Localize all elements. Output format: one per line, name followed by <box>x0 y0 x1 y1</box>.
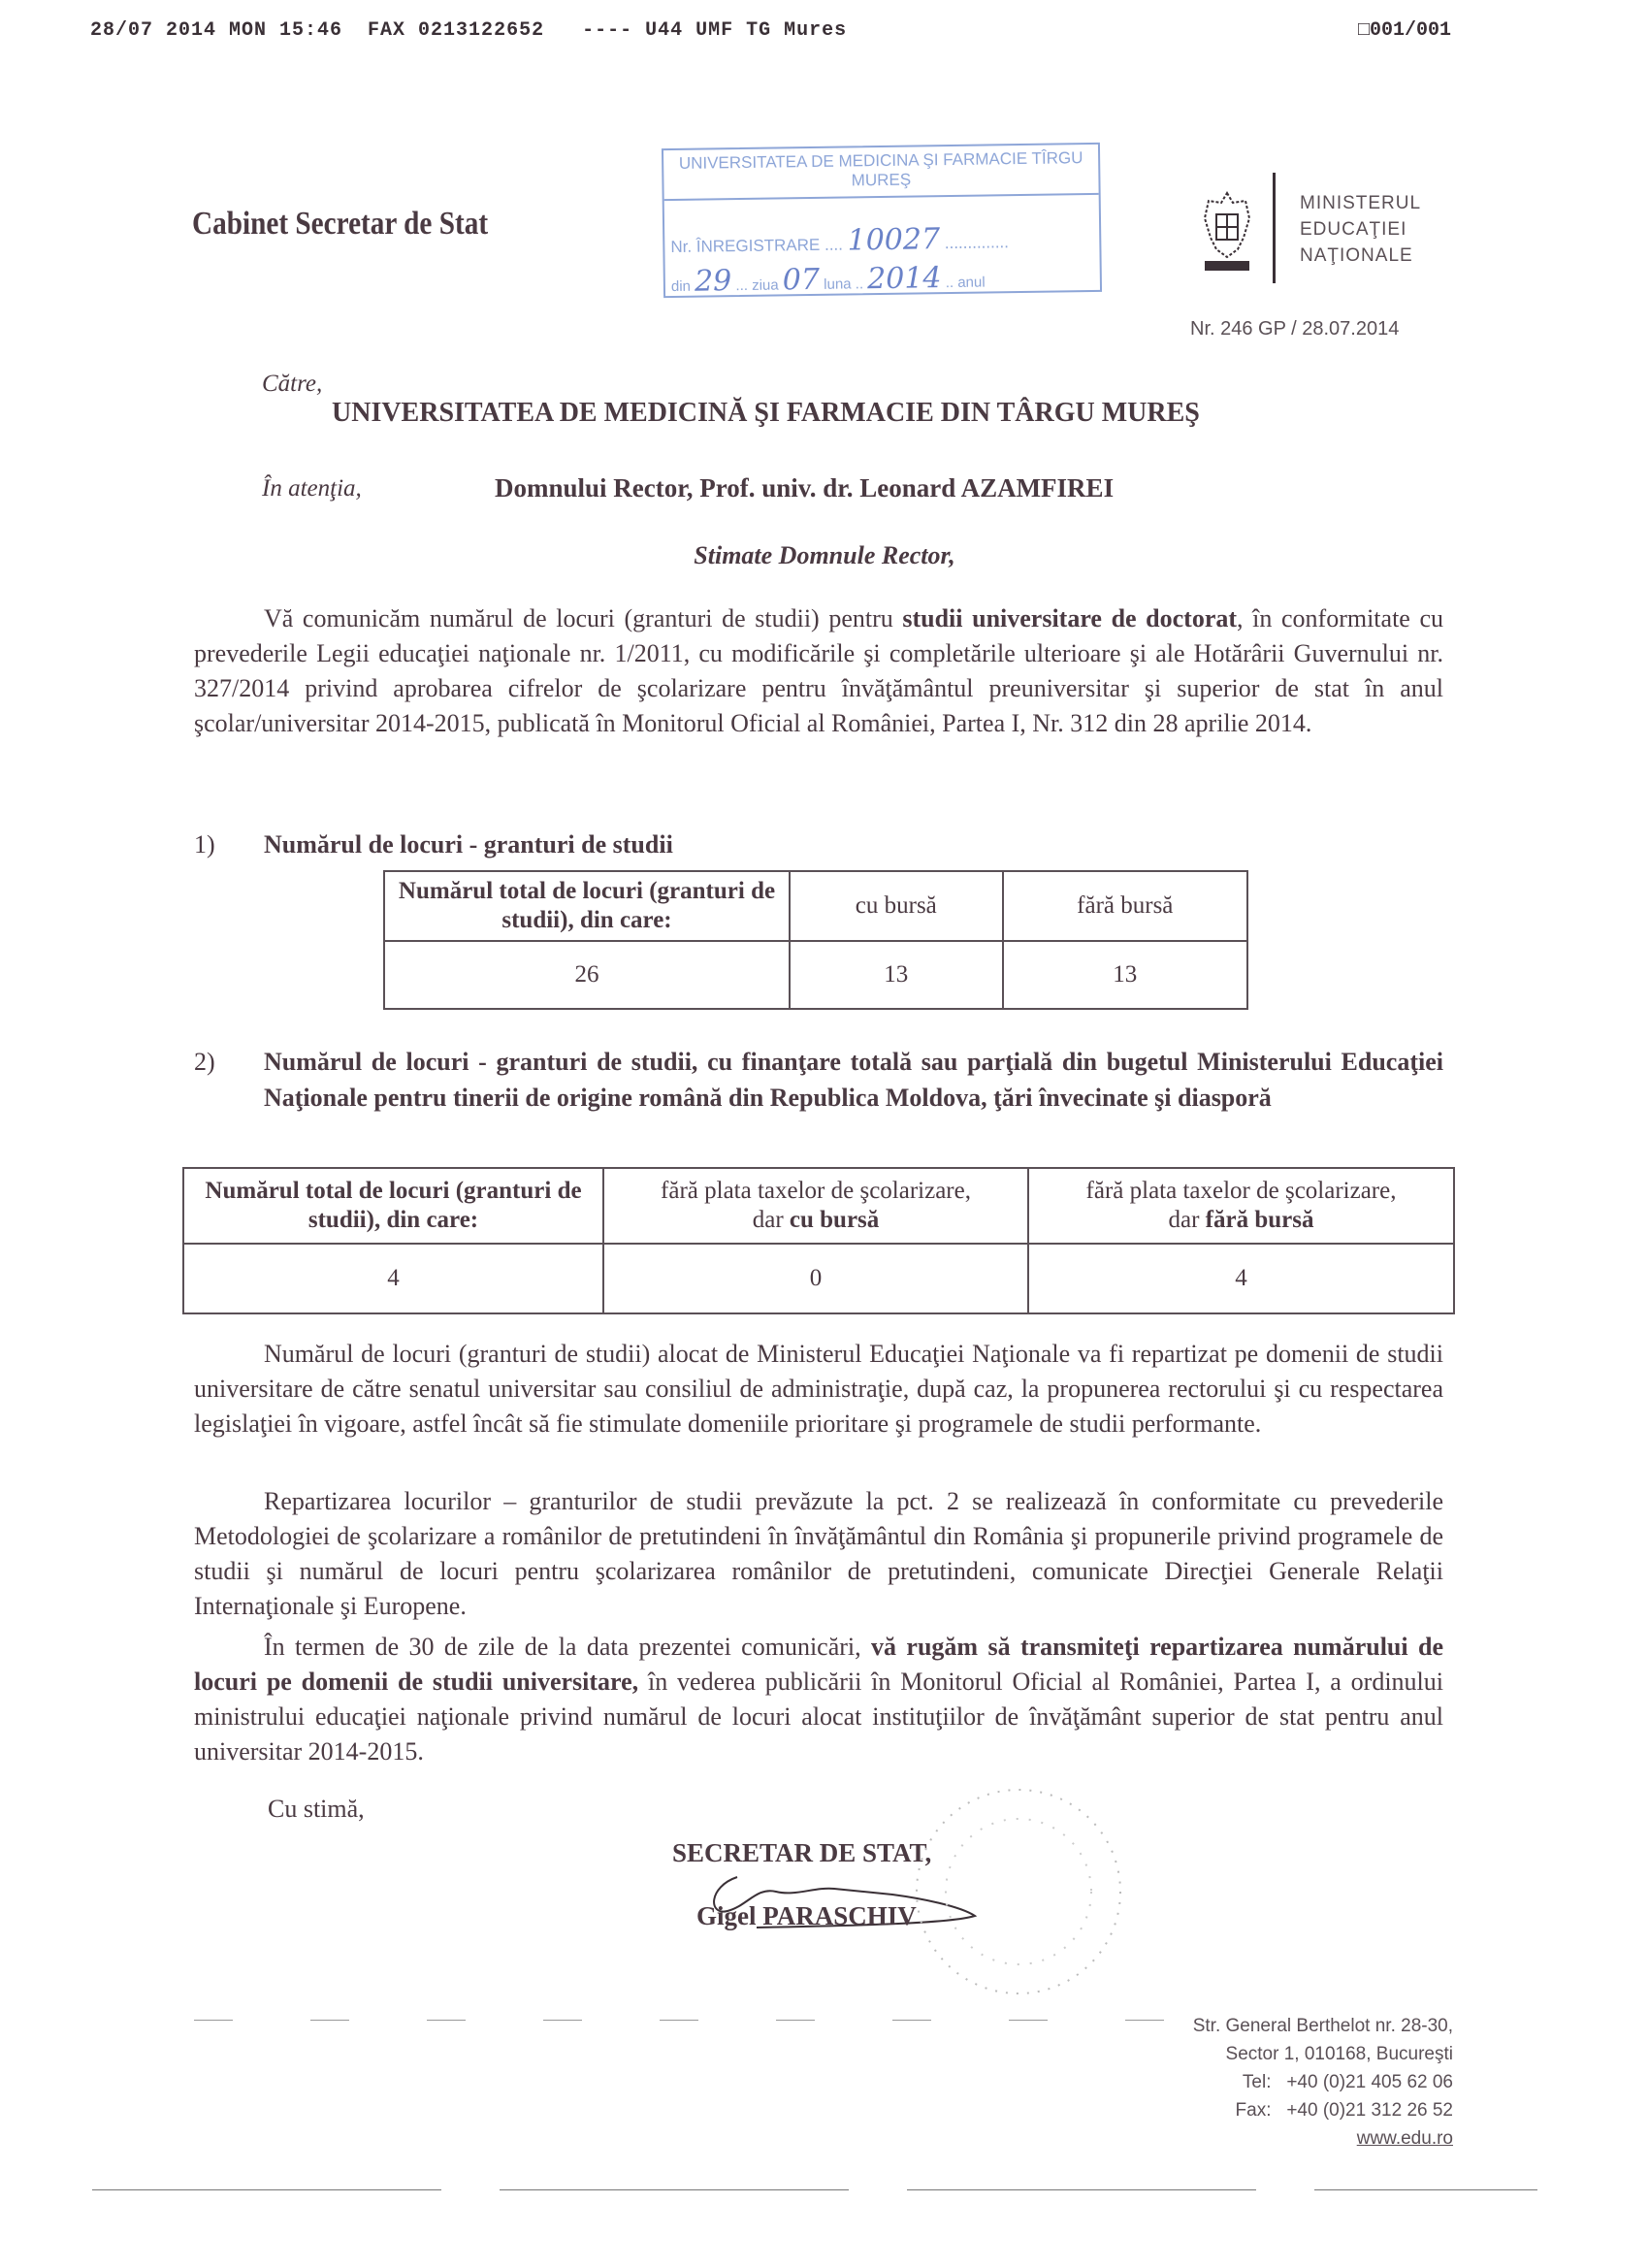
attention-recipient: Domnului Rector, Prof. univ. dr. Leonard AZAMFIREI <box>495 473 1115 502</box>
text-bold: cu bursă <box>789 1207 880 1233</box>
section-number: 1) <box>194 830 215 859</box>
paragraph-allocation: Numărul de locuri (granturi de studii) alocat de Ministerul Educaţiei Naţionale va fi repartizat pe domenii de studii universitare de către senatul universitar sau consiliul de administraţie, după caz, la propunerea rectorului şi cu respectarea legislaţiei în vigoare, astfel încât să fie stimulate domeniile prioritare şi programele de studii performante. <box>194 1340 1443 1438</box>
signatory-name: Gigel PARASCHIV <box>696 1901 917 1930</box>
attention-label: În atenţia, <box>262 475 362 502</box>
paragraph-request <box>194 1630 1443 1769</box>
stamp-divider <box>664 193 1099 201</box>
stamp-nr-row: Nr. ÎNREGISTRARE .... 10027 .............. <box>670 222 1010 258</box>
stamp-day-label: ziua <box>752 276 779 294</box>
stamp-institution: UNIVERSITATEA DE MEDICINA ŞI FARMACIE TÎRGU MUREŞ <box>678 148 1083 190</box>
ministry-line-3: NAŢIONALE <box>1300 245 1413 266</box>
signatory-title: SECRETAR DE STAT, <box>672 1838 932 1867</box>
text-bold: studii universitare de doctorat <box>902 604 1238 632</box>
value-total: 26 <box>384 941 790 1009</box>
stamp-date-row: din 29 ... ziua 07 luna .. 2014 .. anul <box>670 261 986 299</box>
paragraph-distribution: Repartizarea locurilor – granturilor de studii prevăzute la pct. 2 se realizează în conformitate cu prevederile Metodologiei de şcolarizare a românilor de pretutindeni în învăţământul din România şi propunerile privind programele de studii şi numărul de locuri pentru şcolarizarea românilor de pretutindeni, comunicate Direcţiei Generale Relaţii Internaţionale şi Europene. <box>194 1487 1443 1620</box>
text: în vederea publicării în Monitorul Oficial al României, Partea I, a ordinului ministrului educaţiei naţionale privind numărul de locuri alocat instituţiilor de învăţământ superior de stat pentru anul universitar 2014-2015. <box>194 1668 1443 1766</box>
value-without-scholarship: 13 <box>1003 941 1247 1009</box>
ministry-divider <box>1273 173 1276 283</box>
header-total: Numărul total de locuri (granturi de studii), din care: <box>384 871 790 941</box>
section-number: 2) <box>194 1048 215 1076</box>
grants-table <box>383 870 1248 1010</box>
address-line: Str. General Berthelot nr. 28-30, <box>1192 2016 1453 2036</box>
website-link[interactable]: www.edu.ro <box>1356 2128 1453 2149</box>
ministry-line-1: MINISTERUL <box>1300 193 1422 213</box>
text: dar <box>1168 1207 1206 1233</box>
text: fără plata taxelor de şcolarizare, <box>1085 1178 1397 1204</box>
closing: Cu stimă, <box>268 1795 365 1823</box>
stamp-month-label: luna <box>824 275 852 293</box>
header-without-scholarship: fără bursă <box>1003 871 1247 941</box>
text-bold: fără bursă <box>1205 1207 1314 1233</box>
section-title: Numărul de locuri - granturi de studii, cu finanţare totală sau parţială din bugetul Ministerului Educaţiei Naţionale pentru tinerii de origine română din Republica Moldova, ţări învecinate şi diasporă <box>264 1048 1443 1112</box>
header-total: Numărul total de locuri (granturi de studii), din care: <box>183 1168 603 1244</box>
stamp-day: 29 <box>694 264 732 299</box>
footer-divider <box>194 2020 1164 2021</box>
footer-address <box>1067 2012 1453 2153</box>
text: dar <box>752 1207 790 1233</box>
recipient: UNIVERSITATEA DE MEDICINĂ ŞI FARMACIE DIN TÂRGU MUREŞ <box>332 398 1200 428</box>
header-free-without-scholarship <box>1028 1168 1454 1244</box>
stamp-month: 07 <box>782 262 821 298</box>
coat-of-arms-icon <box>1199 189 1255 276</box>
sender-department: Cabinet Secretar de Stat <box>192 206 489 242</box>
text: fără plata taxelor de şcolarizare, <box>661 1178 971 1204</box>
value-free-without-scholarship: 4 <box>1028 1244 1454 1313</box>
bottom-divider <box>92 2189 1537 2190</box>
stamp-year-label: anul <box>957 274 986 291</box>
paragraph-intro <box>194 601 1443 741</box>
stamp-year: 2014 <box>866 261 942 297</box>
text: În termen de 30 de zile de la data prezentei comunicări, <box>264 1633 872 1661</box>
text: , în conformitate cu prevederile Legii educaţiei naţionale nr. 1/2011, cu modificările şi completările ulterioare şi ale Hotărârii Guvernului nr. 327/2014 privind aprobarea cifrelor de şcolarizare pentru învăţământul preuniversitar şi superior de stat în anul şcolar/universitar 2014-2015, publicată în Monitorul Oficial al României, Partea I, Nr. 312 din 28 aprilie 2014. <box>194 604 1443 737</box>
stamp-din-label: din <box>670 277 692 296</box>
value-total: 4 <box>183 1244 603 1313</box>
official-seal-icon <box>902 1775 1135 2008</box>
ministry-name <box>1300 190 1421 269</box>
salutation: Stimate Domnule Rector, <box>694 541 955 569</box>
value-with-scholarship: 13 <box>790 941 1003 1009</box>
fax-header: 28/07 2014 MON 15:46 FAX 0213122652 ---- U44 UMF TG Mures <box>90 19 848 42</box>
value-free-with-scholarship: 0 <box>603 1244 1028 1313</box>
text-bold: vă rugăm să transmiteţi repartizarea numărului de locuri pe domenii de studii universitare, <box>194 1633 1443 1696</box>
section-1-heading <box>194 826 1443 862</box>
header-free-with-scholarship <box>603 1168 1028 1244</box>
to-label: Către, <box>262 371 323 397</box>
section-title: Numărul de locuri - granturi de studii <box>264 830 673 859</box>
address-line: Sector 1, 010168, Bucureşti <box>1225 2044 1453 2064</box>
text: Vă comunicăm numărul de locuri (granturi de studii) pentru <box>264 604 903 632</box>
fax-page-number: □001/001 <box>1358 19 1452 42</box>
diaspora-grants-table <box>182 1167 1455 1314</box>
fax: Fax: +40 (0)21 312 26 52 <box>1235 2100 1453 2121</box>
ministry-line-2: EDUCAŢIEI <box>1300 219 1407 240</box>
stamp-nr-value: 10027 <box>847 222 941 258</box>
section-2-heading <box>194 1044 1443 1116</box>
reference-number: Nr. 246 GP / 28.07.2014 <box>1190 318 1400 340</box>
registration-stamp <box>662 143 1102 298</box>
phone: Tel: +40 (0)21 405 62 06 <box>1242 2072 1453 2092</box>
stamp-nr-label: Nr. ÎNREGISTRARE <box>670 235 821 257</box>
header-with-scholarship: cu bursă <box>790 871 1003 941</box>
